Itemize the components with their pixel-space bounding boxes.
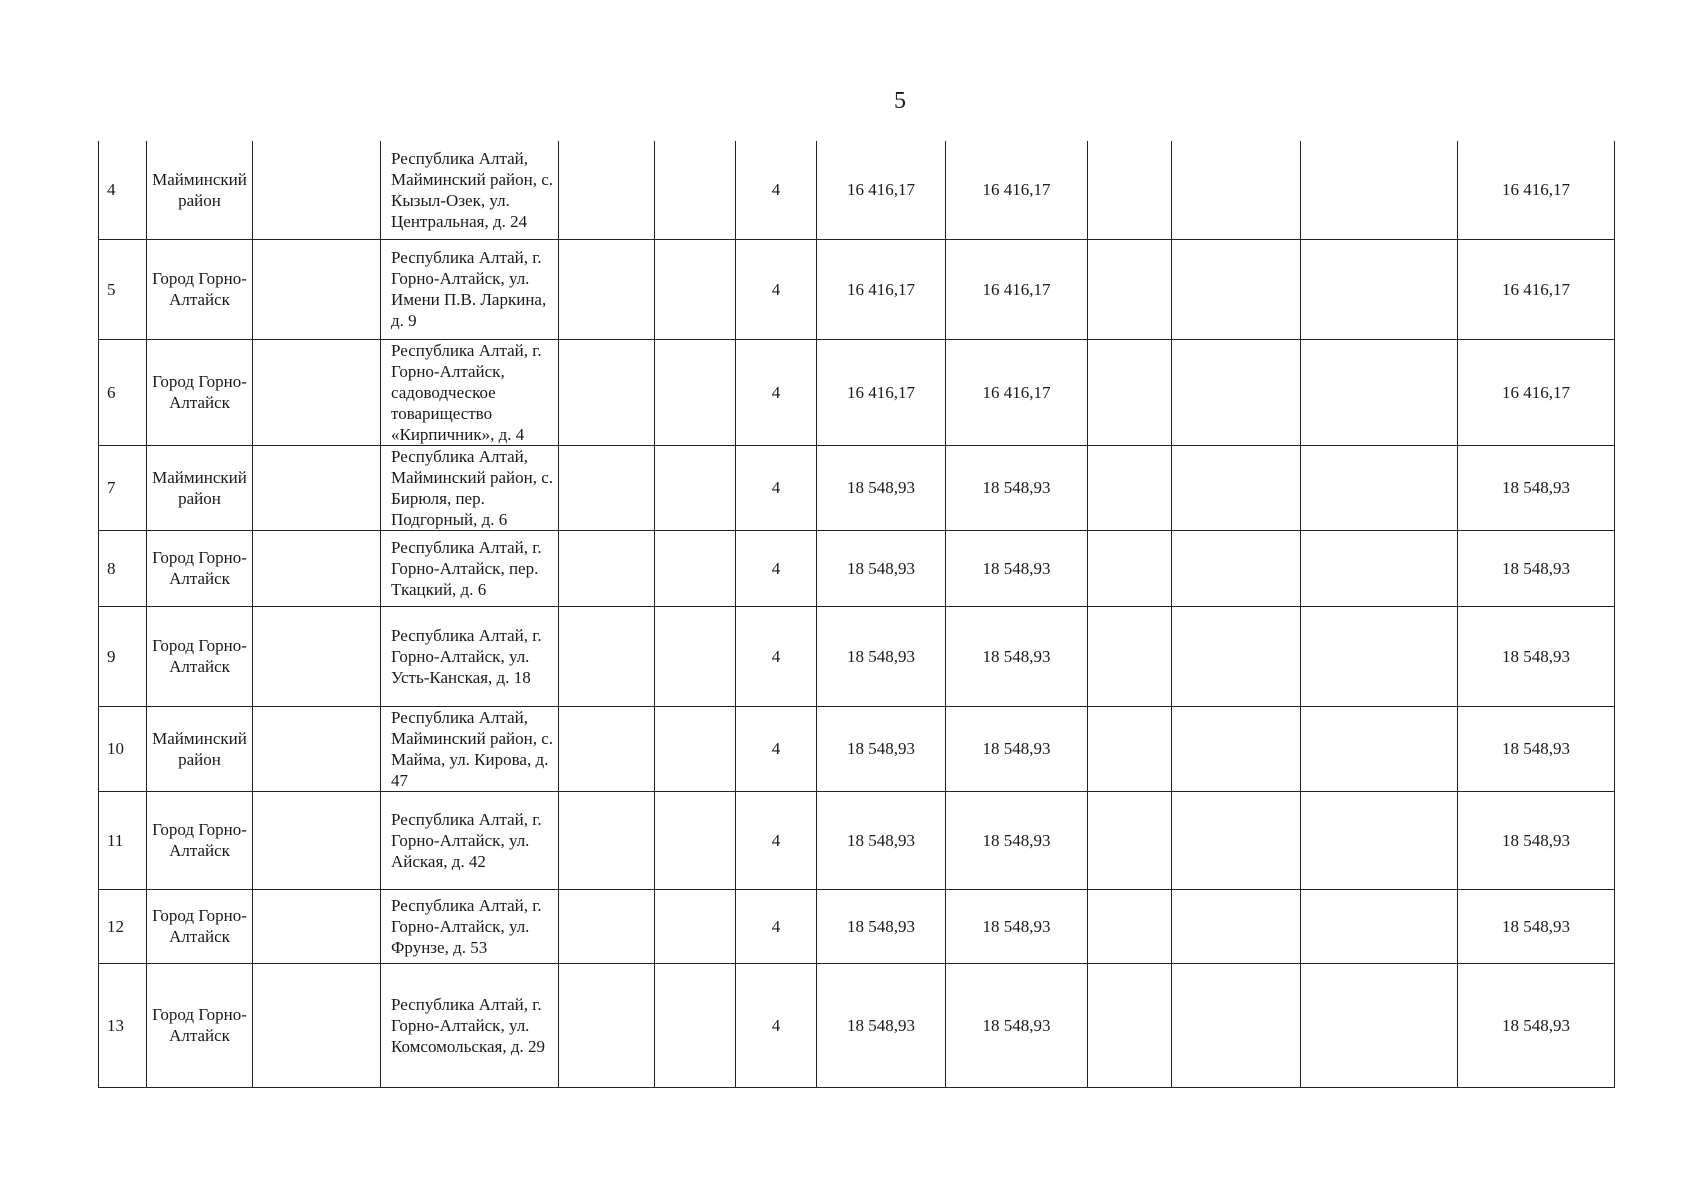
count-cell: 4 bbox=[736, 445, 817, 530]
amount-cell: 16 416,17 bbox=[817, 339, 946, 445]
row-number: 10 bbox=[99, 706, 147, 791]
empty-cell bbox=[1172, 530, 1301, 606]
empty-cell bbox=[559, 339, 655, 445]
amount-cell: 18 548,93 bbox=[946, 530, 1088, 606]
empty-cell bbox=[1172, 339, 1301, 445]
empty-cell bbox=[1301, 445, 1458, 530]
amount-cell: 18 548,93 bbox=[946, 706, 1088, 791]
empty-cell bbox=[655, 606, 736, 706]
empty-cell bbox=[559, 791, 655, 889]
address-cell: Республика Алтай, Майминский район, с. Кызыл-Озек, ул. Центральная, д. 24 bbox=[381, 141, 559, 239]
amount-cell: 18 548,93 bbox=[817, 889, 946, 963]
row-number: 7 bbox=[99, 445, 147, 530]
empty-cell bbox=[1088, 889, 1172, 963]
empty-cell bbox=[253, 606, 381, 706]
empty-cell bbox=[1088, 606, 1172, 706]
empty-cell bbox=[253, 141, 381, 239]
empty-cell bbox=[1301, 963, 1458, 1087]
total-cell: 18 548,93 bbox=[1458, 530, 1615, 606]
count-cell: 4 bbox=[736, 889, 817, 963]
empty-cell bbox=[655, 889, 736, 963]
empty-cell bbox=[655, 963, 736, 1087]
count-cell: 4 bbox=[736, 963, 817, 1087]
address-cell: Республика Алтай, г. Горно-Алтайск, ул. Комсомольская, д. 29 bbox=[381, 963, 559, 1087]
amount-cell: 18 548,93 bbox=[817, 706, 946, 791]
count-cell: 4 bbox=[736, 530, 817, 606]
empty-cell bbox=[655, 339, 736, 445]
count-cell: 4 bbox=[736, 791, 817, 889]
district-cell: Майминский район bbox=[147, 445, 253, 530]
row-number: 11 bbox=[99, 791, 147, 889]
empty-cell bbox=[1172, 239, 1301, 339]
address-cell: Республика Алтай, г. Горно-Алтайск, ул. Фрунзе, д. 53 bbox=[381, 889, 559, 963]
empty-cell bbox=[1301, 889, 1458, 963]
empty-cell bbox=[1088, 963, 1172, 1087]
address-cell: Республика Алтай, г. Горно-Алтайск, ул. Усть-Канская, д. 18 bbox=[381, 606, 559, 706]
empty-cell bbox=[1301, 141, 1458, 239]
amount-cell: 16 416,17 bbox=[946, 239, 1088, 339]
table-row bbox=[99, 791, 1615, 889]
table-row bbox=[99, 963, 1615, 1087]
table-row bbox=[99, 530, 1615, 606]
empty-cell bbox=[1088, 239, 1172, 339]
row-number: 12 bbox=[99, 889, 147, 963]
empty-cell bbox=[1172, 706, 1301, 791]
empty-cell bbox=[253, 339, 381, 445]
row-number: 6 bbox=[99, 339, 147, 445]
count-cell: 4 bbox=[736, 606, 817, 706]
address-cell: Республика Алтай, г. Горно-Алтайск, садоводческое товарищество «Кирпичник», д. 4 bbox=[381, 339, 559, 445]
total-cell: 18 548,93 bbox=[1458, 963, 1615, 1087]
address-cell: Республика Алтай, Майминский район, с. Майма, ул. Кирова, д. 47 bbox=[381, 706, 559, 791]
amount-cell: 18 548,93 bbox=[946, 963, 1088, 1087]
amount-cell: 18 548,93 bbox=[817, 963, 946, 1087]
empty-cell bbox=[1301, 339, 1458, 445]
district-cell: Город Горно-Алтайск bbox=[147, 791, 253, 889]
table-row bbox=[99, 606, 1615, 706]
total-cell: 16 416,17 bbox=[1458, 239, 1615, 339]
row-number: 8 bbox=[99, 530, 147, 606]
empty-cell bbox=[1088, 706, 1172, 791]
amount-cell: 16 416,17 bbox=[946, 339, 1088, 445]
district-cell: Город Горно-Алтайск bbox=[147, 339, 253, 445]
empty-cell bbox=[253, 963, 381, 1087]
empty-cell bbox=[559, 963, 655, 1087]
count-cell: 4 bbox=[736, 239, 817, 339]
data-table bbox=[98, 141, 1615, 1088]
empty-cell bbox=[1172, 963, 1301, 1087]
district-cell: Город Горно-Алтайск bbox=[147, 889, 253, 963]
total-cell: 18 548,93 bbox=[1458, 889, 1615, 963]
amount-cell: 18 548,93 bbox=[817, 791, 946, 889]
amount-cell: 18 548,93 bbox=[946, 445, 1088, 530]
empty-cell bbox=[1301, 606, 1458, 706]
address-cell: Республика Алтай, Майминский район, с. Бирюля, пер. Подгорный, д. 6 bbox=[381, 445, 559, 530]
amount-cell: 16 416,17 bbox=[817, 141, 946, 239]
row-number: 9 bbox=[99, 606, 147, 706]
empty-cell bbox=[655, 706, 736, 791]
empty-cell bbox=[1301, 706, 1458, 791]
table-row bbox=[99, 339, 1615, 445]
empty-cell bbox=[1172, 889, 1301, 963]
district-cell: Майминский район bbox=[147, 706, 253, 791]
empty-cell bbox=[253, 530, 381, 606]
empty-cell bbox=[1088, 791, 1172, 889]
amount-cell: 18 548,93 bbox=[946, 791, 1088, 889]
empty-cell bbox=[1088, 530, 1172, 606]
empty-cell bbox=[655, 791, 736, 889]
empty-cell bbox=[253, 791, 381, 889]
table-row bbox=[99, 141, 1615, 239]
table-row bbox=[99, 239, 1615, 339]
district-cell: Город Горно-Алтайск bbox=[147, 606, 253, 706]
empty-cell bbox=[1088, 445, 1172, 530]
page-number: 5 bbox=[894, 88, 906, 114]
empty-cell bbox=[559, 445, 655, 530]
table-row bbox=[99, 706, 1615, 791]
amount-cell: 18 548,93 bbox=[817, 606, 946, 706]
empty-cell bbox=[1301, 791, 1458, 889]
total-cell: 16 416,17 bbox=[1458, 141, 1615, 239]
count-cell: 4 bbox=[736, 141, 817, 239]
empty-cell bbox=[559, 530, 655, 606]
empty-cell bbox=[655, 239, 736, 339]
empty-cell bbox=[559, 239, 655, 339]
empty-cell bbox=[1172, 141, 1301, 239]
empty-cell bbox=[1301, 239, 1458, 339]
address-cell: Республика Алтай, г. Горно-Алтайск, ул. Имени П.В. Ларкина, д. 9 bbox=[381, 239, 559, 339]
amount-cell: 18 548,93 bbox=[817, 445, 946, 530]
total-cell: 18 548,93 bbox=[1458, 706, 1615, 791]
empty-cell bbox=[1172, 606, 1301, 706]
amount-cell: 18 548,93 bbox=[946, 606, 1088, 706]
empty-cell bbox=[1088, 141, 1172, 239]
table-row bbox=[99, 889, 1615, 963]
empty-cell bbox=[253, 239, 381, 339]
district-cell: Город Горно-Алтайск bbox=[147, 239, 253, 339]
empty-cell bbox=[655, 445, 736, 530]
empty-cell bbox=[1172, 791, 1301, 889]
total-cell: 18 548,93 bbox=[1458, 445, 1615, 530]
address-cell: Республика Алтай, г. Горно-Алтайск, ул. Айская, д. 42 bbox=[381, 791, 559, 889]
empty-cell bbox=[1088, 339, 1172, 445]
total-cell: 16 416,17 bbox=[1458, 339, 1615, 445]
district-cell: Город Горно-Алтайск bbox=[147, 530, 253, 606]
empty-cell bbox=[559, 141, 655, 239]
empty-cell bbox=[253, 445, 381, 530]
amount-cell: 16 416,17 bbox=[946, 141, 1088, 239]
district-cell: Город Горно-Алтайск bbox=[147, 963, 253, 1087]
row-number: 5 bbox=[99, 239, 147, 339]
amount-cell: 18 548,93 bbox=[946, 889, 1088, 963]
count-cell: 4 bbox=[736, 339, 817, 445]
table-row bbox=[99, 445, 1615, 530]
total-cell: 18 548,93 bbox=[1458, 791, 1615, 889]
empty-cell bbox=[559, 889, 655, 963]
empty-cell bbox=[253, 706, 381, 791]
total-cell: 18 548,93 bbox=[1458, 606, 1615, 706]
district-cell: Майминский район bbox=[147, 141, 253, 239]
empty-cell bbox=[1301, 530, 1458, 606]
empty-cell bbox=[655, 530, 736, 606]
empty-cell bbox=[1172, 445, 1301, 530]
address-cell: Республика Алтай, г. Горно-Алтайск, пер. Ткацкий, д. 6 bbox=[381, 530, 559, 606]
empty-cell bbox=[559, 606, 655, 706]
empty-cell bbox=[559, 706, 655, 791]
row-number: 13 bbox=[99, 963, 147, 1087]
amount-cell: 16 416,17 bbox=[817, 239, 946, 339]
empty-cell bbox=[253, 889, 381, 963]
empty-cell bbox=[655, 141, 736, 239]
count-cell: 4 bbox=[736, 706, 817, 791]
amount-cell: 18 548,93 bbox=[817, 530, 946, 606]
row-number: 4 bbox=[99, 141, 147, 239]
